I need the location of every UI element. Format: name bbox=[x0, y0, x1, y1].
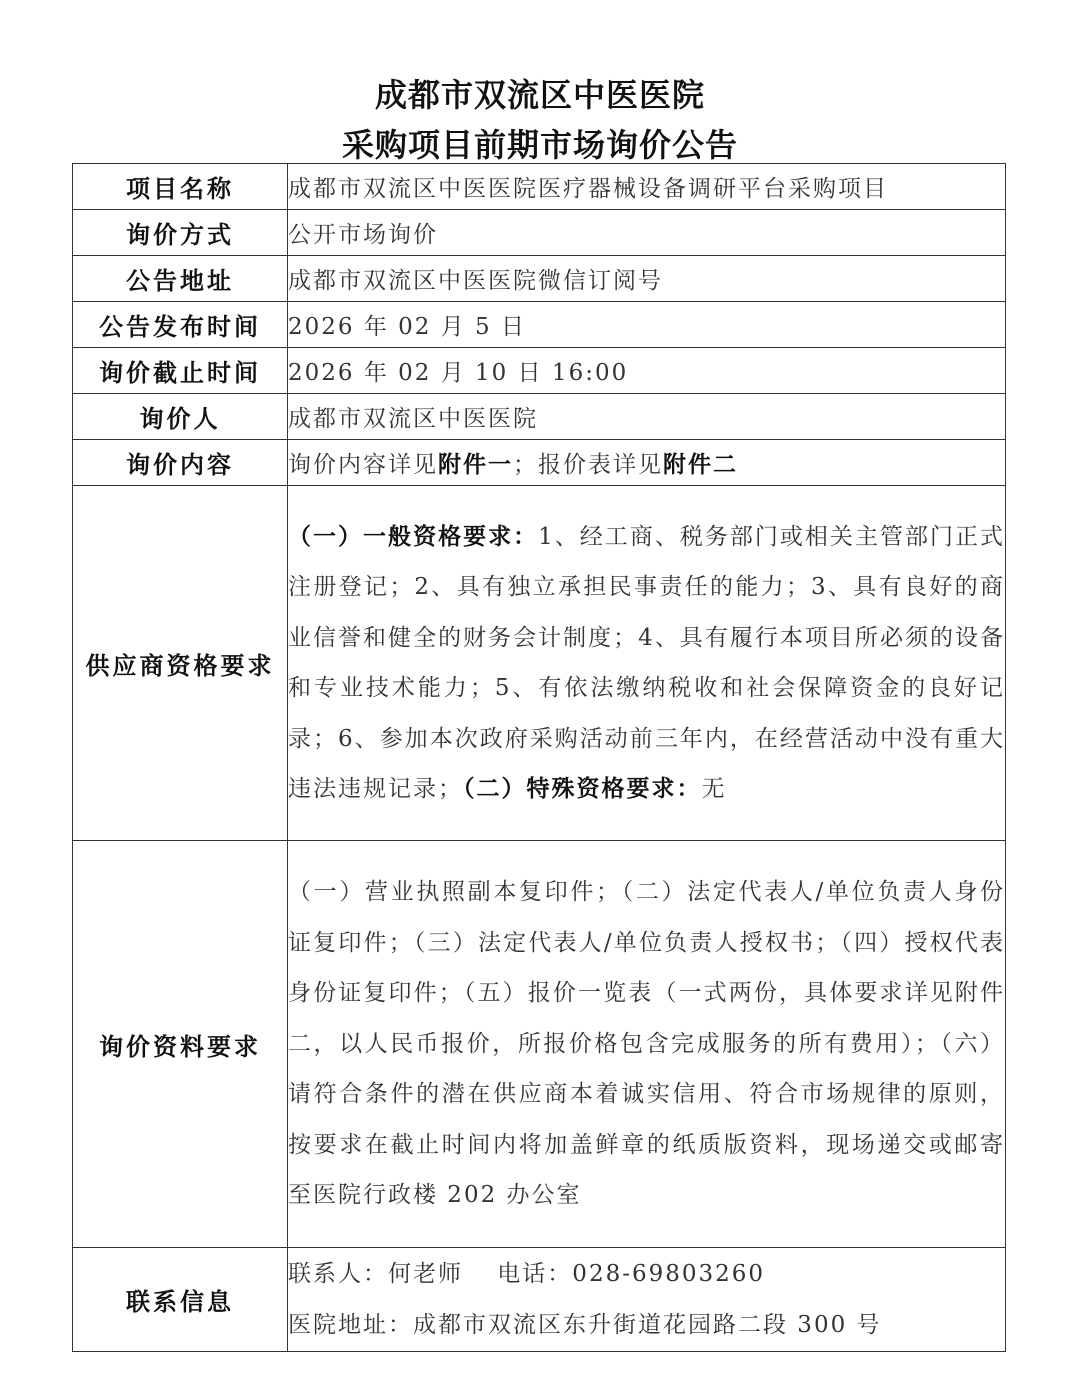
document-title-line1: 成都市双流区中医医院 bbox=[374, 76, 705, 114]
contact-label: 联系信息 bbox=[73, 1248, 288, 1352]
table-row bbox=[73, 394, 1006, 440]
materials-value: （一）营业执照副本复印件；（二）法定代表人/单位负责人身份证复印件；（三）法定代表人/单位负责人授权书；（四）授权代表身份证复印件；（五）报价一览表（一式两份，具体要求详见附件二，以人民币报价，所报价格包含完成服务的所有费用）；（六）请符合条件的潜在供应商本着诚实信用、符合市场规律的原则，按要求在截止时间内将加盖鲜章的纸质版资料，现场递交或邮寄至医院行政楼 202 办公室 bbox=[288, 841, 1006, 1248]
general-qualification-text: 1、经工商、税务部门或相关主管部门正式注册登记；2、具有独立承担民事责任的能力；3、具有良好的商业信誉和健全的财务会计制度；4、具有履行本项目所必须的设备和专业技术能力；5、有依法缴纳税收和社会保障资金的良好记录；6、参加本次政府采购活动前三年内，在经营活动中没有重大违法违规记录； bbox=[288, 523, 1006, 802]
hospital-address: 医院地址：成都市双流区东升街道花园路二段 300 号 bbox=[288, 1311, 882, 1338]
table-row bbox=[73, 302, 1006, 348]
inquirer-value: 成都市双流区中医医院 bbox=[288, 394, 1006, 440]
table-row bbox=[73, 210, 1006, 256]
deadline-value: 2026 年 02 月 10 日 16:00 bbox=[288, 348, 1006, 394]
content-value bbox=[288, 440, 1006, 486]
table-row bbox=[73, 440, 1006, 486]
publish-time-label: 公告发布时间 bbox=[73, 302, 288, 348]
table-row bbox=[73, 486, 1006, 841]
attachment-2-reference: 附件二 bbox=[663, 452, 738, 478]
notice-address-label: 公告地址 bbox=[73, 256, 288, 302]
table-row bbox=[73, 164, 1006, 210]
content-text-2: ；报价表详见 bbox=[513, 452, 663, 478]
materials-label: 询价资料要求 bbox=[73, 841, 288, 1248]
attachment-1-reference: 附件一 bbox=[438, 452, 513, 478]
deadline-label: 询价截止时间 bbox=[73, 348, 288, 394]
content-label: 询价内容 bbox=[73, 440, 288, 486]
inquirer-label: 询价人 bbox=[73, 394, 288, 440]
table-row bbox=[73, 256, 1006, 302]
contact-value bbox=[288, 1248, 1006, 1352]
qualification-label: 供应商资格要求 bbox=[73, 486, 288, 841]
content-text-1: 询价内容详见 bbox=[288, 452, 438, 478]
inquiry-notice-table bbox=[72, 163, 1006, 1352]
publish-time-value: 2026 年 02 月 5 日 bbox=[288, 302, 1006, 348]
special-qualification-text: 无 bbox=[701, 776, 727, 802]
table-row bbox=[73, 348, 1006, 394]
qualification-value bbox=[288, 486, 1006, 841]
special-qualification-title: （二）特殊资格要求： bbox=[463, 776, 702, 802]
project-name-label: 项目名称 bbox=[73, 164, 288, 210]
project-name-value: 成都市双流区中医医院医疗器械设备调研平台采购项目 bbox=[288, 164, 1006, 210]
inquiry-method-label: 询价方式 bbox=[73, 210, 288, 256]
contact-person-phone: 联系人：何老师 电话：028-69803260 bbox=[288, 1260, 766, 1287]
general-qualification-title: （一）一般资格要求： bbox=[288, 523, 539, 550]
table-row bbox=[73, 1248, 1006, 1352]
notice-address-value: 成都市双流区中医医院微信订阅号 bbox=[288, 256, 1006, 302]
document-title-line2: 采购项目前期市场询价公告 bbox=[341, 126, 738, 164]
table-row bbox=[73, 841, 1006, 1248]
inquiry-method-value: 公开市场询价 bbox=[288, 210, 1006, 256]
